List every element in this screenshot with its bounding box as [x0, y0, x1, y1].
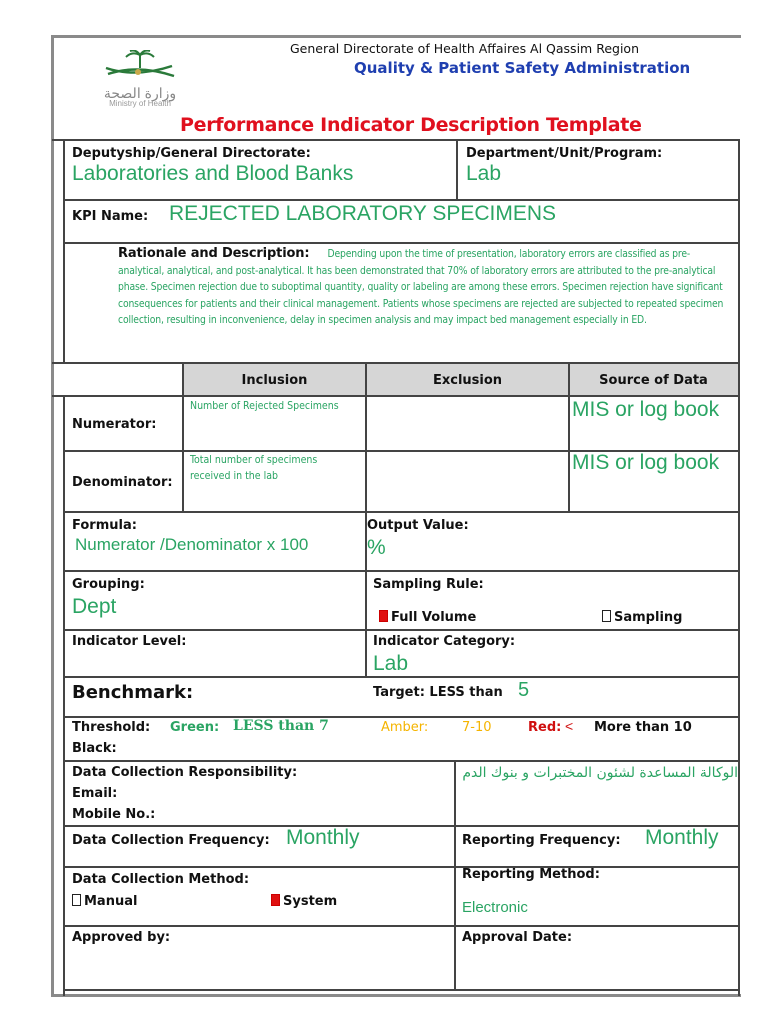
ministry-logo — [86, 50, 194, 108]
collection-frequency-value[interactable]: Monthly — [286, 826, 360, 849]
reporting-method-label: Reporting Method: — [462, 867, 600, 882]
department-value[interactable]: Lab — [466, 162, 502, 185]
mobile-label: Mobile No.: — [72, 807, 156, 822]
numerator-label: Numerator: — [72, 417, 157, 432]
system-checkbox[interactable] — [271, 894, 280, 906]
manual-checkbox[interactable] — [72, 894, 81, 906]
rationale-label: Rationale and Description: — [118, 246, 310, 261]
email-label: Email: — [72, 786, 118, 801]
logo-text-ar: وزارة الصحة — [103, 85, 177, 101]
kpi-value[interactable]: REJECTED LABORATORY SPECIMENS — [169, 202, 557, 225]
green-label: Green: — [170, 720, 220, 735]
grouping-label: Grouping: — [72, 577, 145, 592]
indicator-category-label: Indicator Category: — [373, 634, 516, 649]
full-volume-label: Full Volume — [391, 610, 477, 625]
formula-label: Formula: — [72, 518, 137, 533]
reporting-frequency-value[interactable]: Monthly — [645, 826, 719, 849]
sampling-label: Sampling Rule: — [373, 577, 484, 592]
grouping-value[interactable]: Dept — [72, 595, 117, 618]
manual-label: Manual — [84, 894, 138, 909]
deputyship-label: Deputyship/General Directorate: — [72, 146, 311, 161]
responsibility-label: Data Collection Responsibility: — [72, 765, 298, 780]
sampling-option-label: Sampling — [614, 610, 683, 625]
collection-frequency-label: Data Collection Frequency: — [72, 833, 270, 848]
output-label: Output Value: — [367, 518, 469, 533]
sampling-option[interactable] — [602, 610, 682, 625]
approved-by-label: Approved by: — [72, 930, 171, 945]
manual-option[interactable] — [72, 894, 137, 909]
full-volume-checkbox[interactable] — [379, 610, 388, 622]
green-value[interactable]: LESS than 7 — [233, 718, 329, 734]
numerator-source[interactable]: MIS or log book — [572, 398, 720, 421]
denominator-source[interactable]: MIS or log book — [572, 451, 720, 474]
black-label: Black: — [72, 741, 117, 756]
denominator-inclusion[interactable]: Total number of specimens received in the lab — [190, 454, 318, 482]
col-header-inclusion: Inclusion — [241, 373, 308, 388]
indicator-level-label: Indicator Level: — [72, 634, 187, 649]
page-title: Performance Indicator Description Template — [180, 114, 642, 136]
indicator-category-value[interactable]: Lab — [373, 652, 409, 675]
collection-method-label: Data Collection Method: — [72, 872, 250, 887]
org-line: General Directorate of Health Affaires Al Qassim Region — [290, 41, 639, 56]
amber-value[interactable]: 7-10 — [462, 720, 492, 735]
palm-swords-icon — [86, 50, 194, 82]
approval-date-label: Approval Date: — [462, 930, 573, 945]
reporting-frequency-label: Reporting Frequency: — [462, 833, 621, 848]
benchmark-label: Benchmark: — [72, 682, 194, 703]
reporting-method-value[interactable]: Electronic — [462, 899, 528, 916]
red-symbol: < — [565, 718, 574, 734]
amber-label: Amber: — [381, 720, 429, 735]
threshold-label: Threshold: — [72, 720, 151, 735]
kpi-label: KPI Name: — [72, 209, 149, 224]
sampling-checkbox[interactable] — [602, 610, 611, 622]
responsibility-value[interactable]: الوكالة المساعدة لشئون المختبرات و بنوك الدم — [462, 765, 738, 781]
logo-text-en: Ministry of Health — [109, 99, 171, 108]
admin-line: Quality & Patient Safety Administration — [354, 59, 691, 77]
rationale-block — [118, 246, 736, 329]
full-volume-option[interactable] — [379, 610, 476, 625]
col-header-exclusion: Exclusion — [432, 373, 503, 388]
formula-value[interactable]: Numerator /Denominator x 100 — [75, 535, 309, 554]
col-header-source: Source of Data — [599, 373, 708, 388]
system-label: System — [283, 894, 338, 909]
target-label: Target: LESS than — [373, 685, 503, 700]
system-option[interactable] — [271, 894, 337, 909]
rationale-text: Depending upon the time of presentation, laboratory errors are classified as pre-analytical, analytical, and post-analytical. It has been demonstrated that 70% of laboratory errors are attributed to the pre-analytical phase. Specimen rejection due to suboptimal quantity, quality or labeling are among these errors. Specimen rejection have significant consequences for patients and their clinical management. Patients whose specimens are rejected are subjected to repeated specimen collection, resulting in inconvenience, delay in specimen analysis and may impact bed management especially in ED. — [118, 248, 724, 327]
department-label: Department/Unit/Program: — [466, 146, 663, 161]
red-label: Red: — [528, 720, 562, 735]
deputyship-value[interactable]: Laboratories and Blood Banks — [72, 162, 354, 185]
numerator-inclusion[interactable]: Number of Rejected Specimens — [190, 400, 339, 412]
denominator-label: Denominator: — [72, 475, 173, 490]
red-value[interactable]: More than 10 — [594, 720, 692, 735]
output-value[interactable]: % — [367, 536, 386, 559]
target-value[interactable]: 5 — [518, 679, 530, 701]
